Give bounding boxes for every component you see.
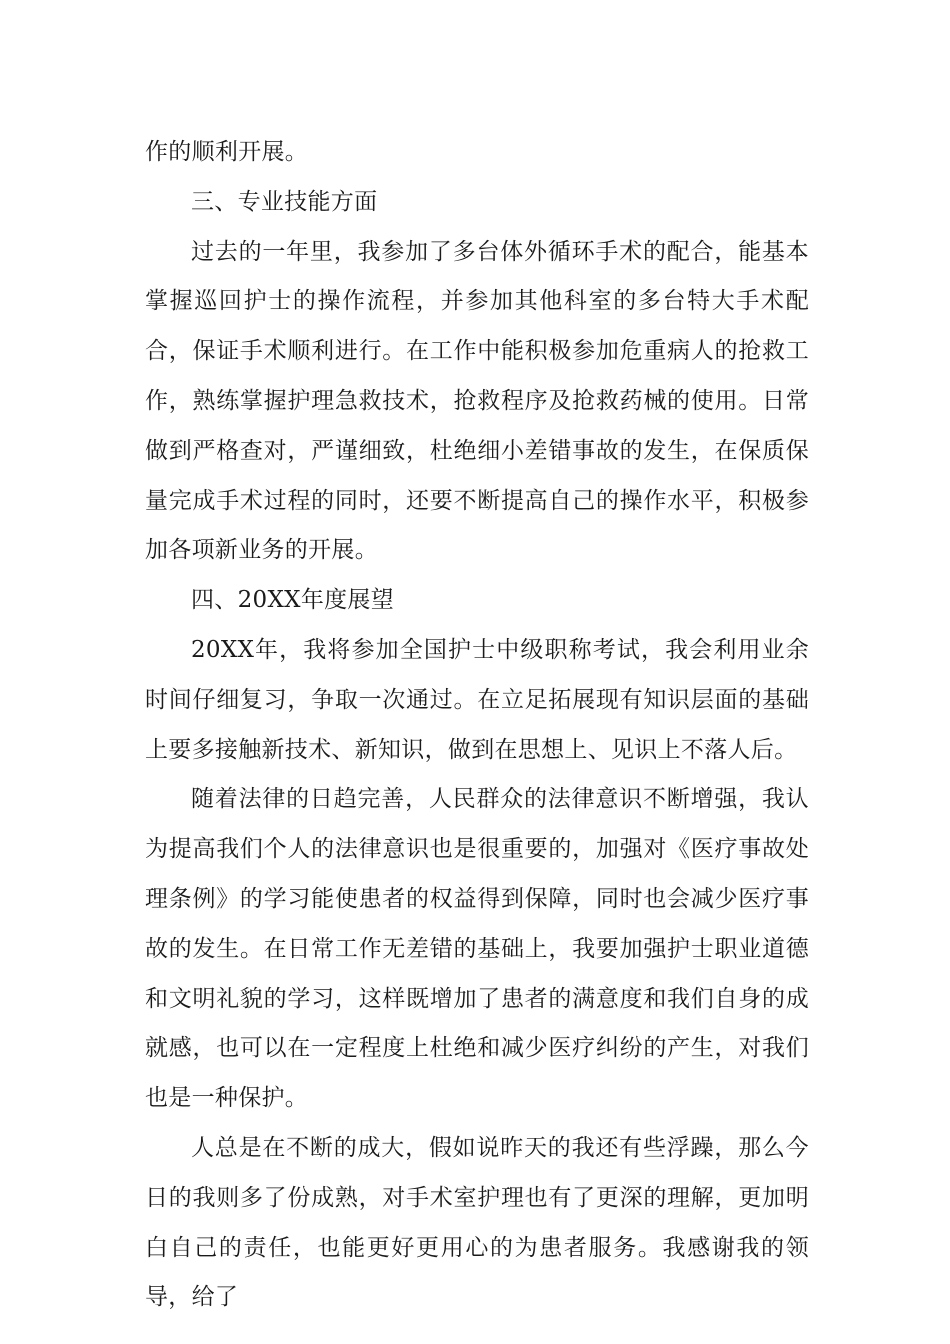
paragraph-legal-awareness: 随着法律的日趋完善，人民群众的法律意识不断增强，我认为提高我们个人的法律意识也是很重要的，加强对《医疗事故处理条例》的学习能使患者的权益得到保障，同时也会减少医疗事故的发生。在日常工作无差错的基础上，我要加强护士职业道德和文明礼貌的学习，这样既增加了患者的满意度和我们自身的成就感，也可以在一定程度上杜绝和减少医疗纠纷的产生，对我们也是一种保护。 [145,786,809,1112]
paragraph-continuation: 作的顺利开展。 [145,139,309,165]
document-body [145,128,809,1323]
paragraph-skills-summary: 过去的一年里，我参加了多台体外循环手术的配合，能基本掌握巡回护士的操作流程，并参加其他科室的多台特大手术配合，保证手术顺利进行。在工作中能积极参加危重病人的抢救工作，熟练掌握护理急救技术，抢救程序及抢救药械的使用。日常做到严格查对，严谨细致，杜绝细小差错事故的发生，在保质保量完成手术过程的同时，还要不断提高自己的操作水平，积极参加各项新业务的开展。 [145,238,809,564]
paragraph-personal-growth: 人总是在不断的成大，假如说昨天的我还有些浮躁，那么今日的我则多了份成熟，对手术室护理也有了更深的理解，更加明白自己的责任，也能更好更用心的为患者服务。我感谢我的领导，给了 [145,1134,809,1311]
section-heading-professional-skills: 三、专业技能方面 [191,188,378,215]
section-heading-annual-outlook: 四、20XX年度展望 [191,587,395,614]
paragraph-exam-plan: 20XX年，我将参加全国护士中级职称考试，我会利用业余时间仔细复习，争取一次通过。在立足拓展现有知识层面的基础上要多接触新技术、新知识，做到在思想上、见识上不落人后。 [145,636,809,763]
